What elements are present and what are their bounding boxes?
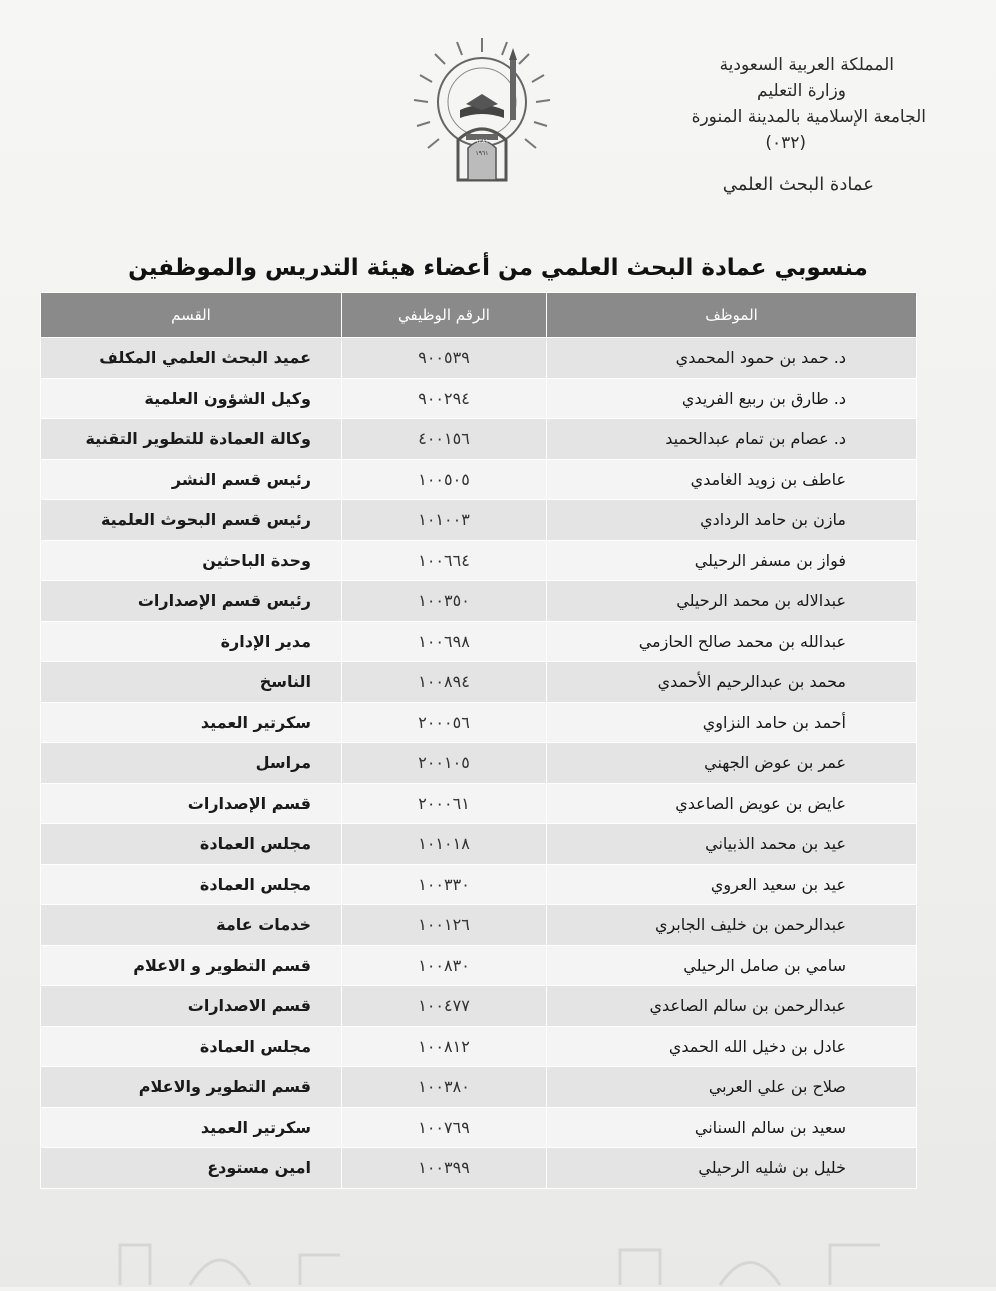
table-row <box>41 338 917 379</box>
employee-number: ١٠١٠١٨ <box>342 824 547 865</box>
table-row <box>41 581 917 622</box>
employee-department: مجلس العمادة <box>41 1026 342 1067</box>
employee-name: سعيد بن سالم السناني <box>547 1107 917 1148</box>
table-row <box>41 1107 917 1148</box>
table-row <box>41 1067 917 1108</box>
emblem-year-bottom: ١٩٦١ <box>475 150 489 157</box>
employee-department: قسم التطوير و الاعلام <box>41 945 342 986</box>
letterhead <box>606 52 926 198</box>
employee-name: عمر بن عوض الجهني <box>547 743 917 784</box>
employee-number: ١٠٠١٢٦ <box>342 905 547 946</box>
table-row <box>41 702 917 743</box>
employee-number: ١٠٠٨٣٠ <box>342 945 547 986</box>
employee-number: ٢٠٠٠٦١ <box>342 783 547 824</box>
table-row <box>41 459 917 500</box>
employee-name: د. حمد بن حمود المحمدي <box>547 338 917 379</box>
watermark-pattern <box>0 1225 996 1287</box>
table-row <box>41 621 917 662</box>
employee-number: ٩٠٠٢٩٤ <box>342 378 547 419</box>
employee-number: ٢٠٠٠٥٦ <box>342 702 547 743</box>
employee-name: د. طارق بن ربيع الفريدي <box>547 378 917 419</box>
employee-department: مجلس العمادة <box>41 864 342 905</box>
employee-number: ١٠١٠٠٣ <box>342 500 547 541</box>
employee-department: وحدة الباحثين <box>41 540 342 581</box>
employee-name: د. عصام بن تمام عبدالحميد <box>547 419 917 460</box>
employee-department: رئيس قسم البحوث العلمية <box>41 500 342 541</box>
university-emblem-icon <box>402 30 562 190</box>
employee-department: عميد البحث العلمي المكلف <box>41 338 342 379</box>
employee-department: رئيس قسم النشر <box>41 459 342 500</box>
employee-department: امين مستودع <box>41 1148 342 1189</box>
employee-name: عبدالرحمن بن خليف الجابري <box>547 905 917 946</box>
employee-department: قسم الإصدارات <box>41 783 342 824</box>
employee-department: خدمات عامة <box>41 905 342 946</box>
employee-name: عايض بن عويض الصاعدي <box>547 783 917 824</box>
employee-number: ١٠٠٦٩٨ <box>342 621 547 662</box>
table-row <box>41 500 917 541</box>
employee-name: مازن بن حامد الردادي <box>547 500 917 541</box>
letterhead-code: (٠٣٢) <box>765 133 806 153</box>
employee-name: عادل بن دخيل الله الحمدي <box>547 1026 917 1067</box>
employee-number: ١٠٠٣٨٠ <box>342 1067 547 1108</box>
employee-department: قسم الاصدارات <box>41 986 342 1027</box>
employee-name: عبدالاله بن محمد الرحيلي <box>547 581 917 622</box>
table-body <box>41 338 917 1189</box>
employee-name: محمد بن عبدالرحيم الأحمدي <box>547 662 917 703</box>
employee-number: ١٠٠٤٧٧ <box>342 986 547 1027</box>
employee-name: فواز بن مسفر الرحيلي <box>547 540 917 581</box>
employee-name: عبدالله بن محمد صالح الحازمي <box>547 621 917 662</box>
table-row <box>41 540 917 581</box>
employee-number: ١٠٠٨١٢ <box>342 1026 547 1067</box>
letterhead-university: الجامعة الإسلامية بالمدينة المنورة <box>691 107 926 127</box>
employee-number: ٤٠٠١٥٦ <box>342 419 547 460</box>
column-header-employee: الموظف <box>547 293 917 338</box>
table-row <box>41 662 917 703</box>
column-header-employee-number: الرقم الوظيفي <box>342 293 547 338</box>
employee-department: مراسل <box>41 743 342 784</box>
employee-name: عبدالرحمن بن سالم الصاعدي <box>547 986 917 1027</box>
column-header-department: القسم <box>41 293 342 338</box>
employee-department: قسم التطوير والاعلام <box>41 1067 342 1108</box>
employee-department: مجلس العمادة <box>41 824 342 865</box>
staff-table <box>40 292 917 1189</box>
employee-number: ١٠٠٨٩٤ <box>342 662 547 703</box>
employee-name: سامي بن صامل الرحيلي <box>547 945 917 986</box>
employee-department: رئيس قسم الإصدارات <box>41 581 342 622</box>
table-row <box>41 1026 917 1067</box>
employee-department: وكيل الشؤون العلمية <box>41 378 342 419</box>
employee-number: ١٠٠٣٩٩ <box>342 1148 547 1189</box>
table-row <box>41 783 917 824</box>
employee-name: خليل بن شليه الرحيلي <box>547 1148 917 1189</box>
table-row <box>41 419 917 460</box>
table-row <box>41 824 917 865</box>
letterhead-ministry: وزارة التعليم <box>757 81 846 101</box>
employee-number: ١٠٠٣٥٠ <box>342 581 547 622</box>
employee-number: ٩٠٠٥٣٩ <box>342 338 547 379</box>
employee-name: عيد بن سعيد العروي <box>547 864 917 905</box>
emblem-year-top: ١٣٨١ <box>475 138 489 145</box>
table-row <box>41 905 917 946</box>
employee-name: صلاح بن علي العربي <box>547 1067 917 1108</box>
employee-number: ١٠٠٧٦٩ <box>342 1107 547 1148</box>
employee-department: مدير الإدارة <box>41 621 342 662</box>
letterhead-kingdom: المملكة العربية السعودية <box>719 55 894 75</box>
table-row <box>41 864 917 905</box>
table-row <box>41 743 917 784</box>
employee-number: ١٠٠٥٠٥ <box>342 459 547 500</box>
employee-department: الناسخ <box>41 662 342 703</box>
employee-department: وكالة العمادة للتطوير التقنية <box>41 419 342 460</box>
employee-name: عاطف بن زويد الغامدي <box>547 459 917 500</box>
table-row <box>41 378 917 419</box>
employee-name: عيد بن محمد الذبياني <box>547 824 917 865</box>
table-header-row <box>41 293 917 338</box>
employee-department: سكرتير العميد <box>41 702 342 743</box>
table-row <box>41 986 917 1027</box>
document-title: منسوبي عمادة البحث العلمي من أعضاء هيئة التدريس والموظفين <box>128 255 868 281</box>
employee-number: ٢٠٠١٠٥ <box>342 743 547 784</box>
employee-name: أحمد بن حامد النزاوي <box>547 702 917 743</box>
table-row <box>41 1148 917 1189</box>
letterhead-department: عمادة البحث العلمي <box>722 174 874 195</box>
table-row <box>41 945 917 986</box>
employee-department: سكرتير العميد <box>41 1107 342 1148</box>
employee-number: ١٠٠٦٦٤ <box>342 540 547 581</box>
employee-number: ١٠٠٣٣٠ <box>342 864 547 905</box>
